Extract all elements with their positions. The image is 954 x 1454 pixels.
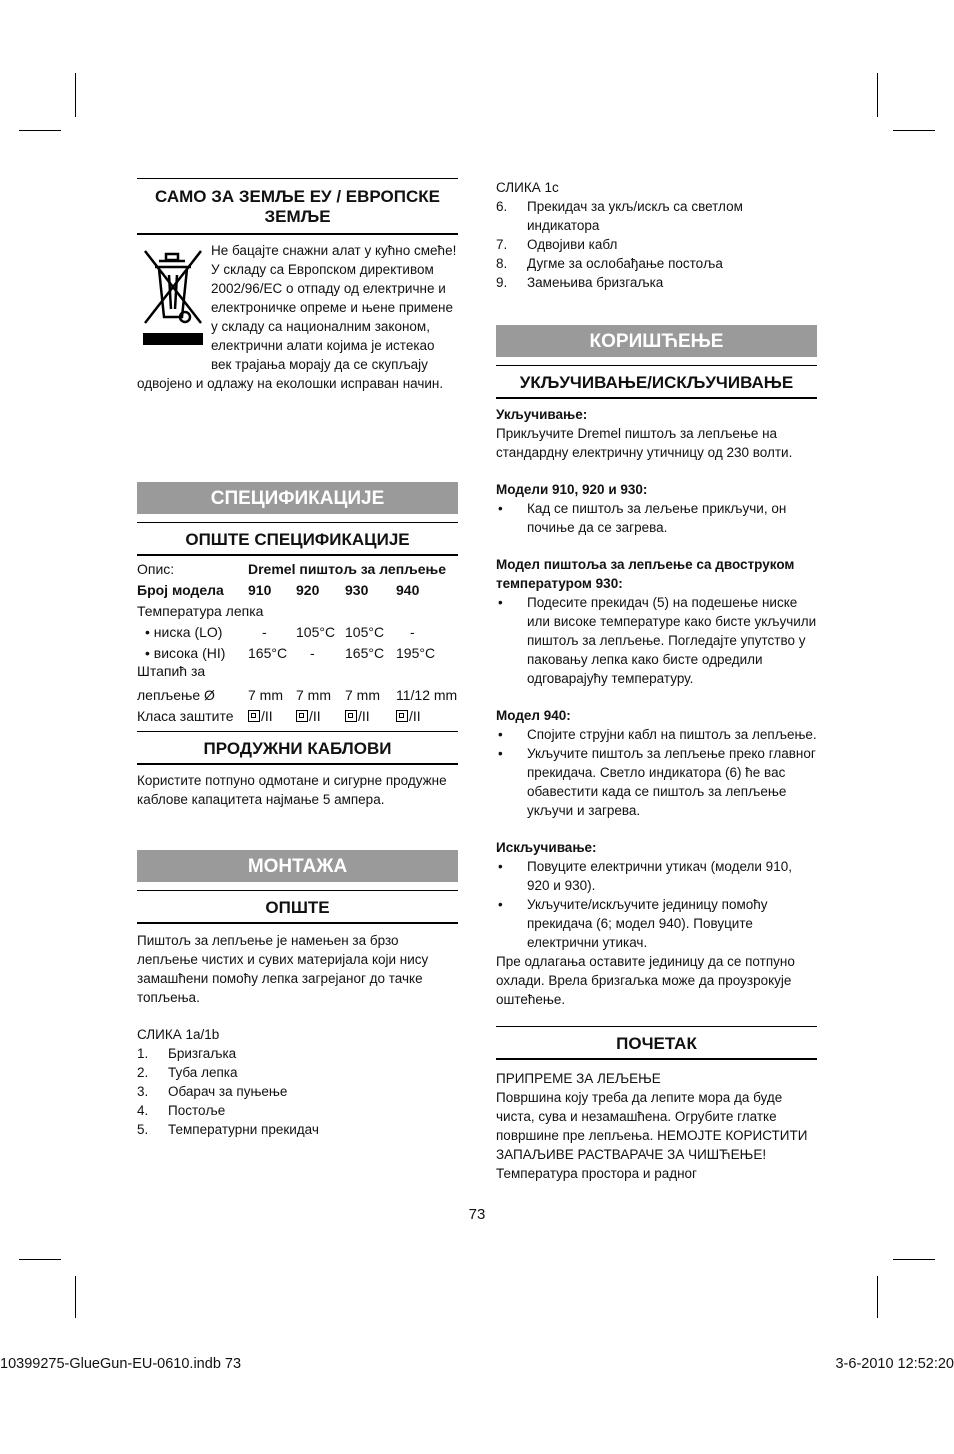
eu-disposal-text-tail: одвојено и одлажу на еколошки исправан начин. (137, 376, 444, 391)
high-940: 195°C (396, 645, 436, 661)
footer-file: 10399275-GlueGun-EU-0610.indb 73 (0, 1356, 242, 1372)
list-item: 3. Обарач за пуњење (137, 1084, 288, 1099)
eu-section-title: САМО ЗА ЗЕМЉЕ ЕУ / ЕВРОПСКЕ ЗЕМЉЕ (155, 187, 440, 226)
switch-off-text: Пре одлагања оставите јединицу да се потпуно охлади. Врела бризгаљка може да проузрокује оштећење. (496, 954, 795, 1007)
stick-label-1: Штапић за (137, 663, 206, 679)
specifications-banner: СПЕЦИФИКАЦИЈЕ (137, 482, 458, 514)
crop-mark (893, 130, 935, 131)
footer-date: 3-6-2010 12:52:20 (835, 1356, 954, 1372)
class-910: /II (248, 706, 296, 727)
switch-on-label: Укључивање: (496, 407, 588, 422)
model-940-label: Модел 940: (496, 708, 571, 723)
right-column (496, 178, 817, 1183)
list-item: 9. Замењива бризгаљка (496, 275, 664, 290)
crop-mark (877, 1276, 878, 1318)
high-910: 165°C (248, 645, 288, 661)
specs-table (137, 556, 458, 727)
model-940-list (496, 725, 817, 820)
list-item: • Укључите пиштољ за лепљење преко главног прекидача. Светло индикатора (6) ће вас обавестити када се пиштољ за лепљење укључи и загрева. (496, 744, 817, 820)
stick-920: 7 mm (296, 687, 331, 703)
models-910-930-list (496, 499, 817, 537)
list-item: 2. Туба лепка (137, 1065, 238, 1080)
usage-banner: КОРИШЋЕЊЕ (496, 325, 817, 357)
low-940: - (410, 624, 415, 640)
stick-930: 7 mm (345, 687, 380, 703)
list-item: 8. Дугме за ослобађање постоља (496, 256, 723, 271)
class-940: /II (396, 706, 458, 727)
prep-label: ПРИПРЕМЕ ЗА ЛЕЉЕЊЕ (496, 1071, 661, 1086)
dual-temp-list (496, 593, 817, 688)
crop-mark (75, 73, 76, 117)
model-910: 910 (248, 582, 272, 598)
low-920: 105°C (296, 624, 336, 640)
models-910-930-label: Модели 910, 920 и 930: (496, 482, 648, 497)
double-insulation-icon (296, 710, 308, 722)
class-930: /II (345, 706, 396, 727)
left-column (137, 178, 458, 1139)
list-item: 4. Постоље (137, 1103, 226, 1118)
double-insulation-icon (396, 710, 408, 722)
figure-1ab-list (137, 1044, 458, 1139)
list-item: 7. Одвојиви кабл (496, 237, 618, 252)
model-920: 920 (296, 582, 320, 598)
page-number: 73 (468, 1206, 486, 1223)
list-item: 6. Прекидач за укљ/искљ са светлом индикатора (496, 199, 743, 233)
figure-1ab-label: СЛИКА 1a/1b (137, 1027, 220, 1042)
eu-disposal-text: Не бацајте снажни алат у кућно смеће! У складу са Европском директивом 2002/96/ЕС о отпаду од електричне и електроничке опреме и њене примене у складу са националним законом, електрични алати којима је истекао век трајања морају да се скупљају (211, 243, 457, 372)
list-item: • Повуците електрични утикач (модели 910, 920 и 930). (496, 857, 817, 895)
weee-bin-icon (139, 243, 207, 347)
extension-cables-text: Користите потпуно одмотане и сигурне продужне каблове капацитета најмање 5 ампера. (137, 773, 447, 807)
list-item: 5. Температурни прекидач (137, 1122, 319, 1137)
crop-mark (19, 1259, 61, 1260)
list-item: • Спојите струјни кабл на пиштољ за лепљење. (496, 725, 817, 744)
assembly-banner: МОНТАЖА (137, 850, 458, 882)
crop-mark (75, 1276, 76, 1318)
high-label: • висока (HI) (145, 645, 226, 661)
high-920: - (310, 645, 315, 661)
class-label: Класа заштите (137, 708, 234, 724)
crop-mark (19, 130, 61, 131)
switch-off-list (496, 857, 817, 952)
list-item: • Подесите прекидач (5) на подешење ниске или високе температуре како бисте укључили пиштољ за лепљење. Погледајте упутство у паковању лепка како бисте одредили одговарајућу температуру. (496, 593, 817, 688)
switch-on-text: Прикључите Dremel пиштољ за лепљење на стандардну електричну утичницу од 230 волти. (496, 426, 793, 460)
temp-label: Температура лепка (137, 603, 264, 619)
stick-label-2: лепљење Ø (137, 687, 215, 703)
dual-temp-label: Модел пиштоља за лепљење са двоструком температуром 930: (496, 557, 795, 591)
eu-disposal-block (137, 241, 458, 437)
model-label: Број модела (137, 582, 224, 598)
on-off-title: УКЉУЧИВАЊЕ/ИСКЉУЧИВАЊЕ (519, 373, 794, 392)
low-930: 105°C (345, 624, 385, 640)
stick-910: 7 mm (248, 687, 283, 703)
double-insulation-icon (345, 710, 357, 722)
desc-value: Dremel пиштољ за лепљење (248, 561, 446, 577)
high-930: 165°C (345, 645, 385, 661)
model-930: 930 (345, 582, 369, 598)
double-insulation-icon (248, 710, 260, 722)
figure-1c-list (496, 197, 817, 292)
prep-text: Површина коју треба да лепите мора да буде чиста, сува и незамашћена. Огрубите глатке површине пре лепљења. НЕМОЈТЕ КОРИСТИТИ ЗАПАЉИВЕ РАСТВАРАЧЕ ЗА ЧИШЋЕЊЕ!Температура простора и радног (496, 1090, 808, 1181)
extension-cables-title: ПРОДУЖНИ КАБЛОВИ (203, 739, 392, 758)
model-940: 940 (396, 582, 420, 598)
list-item: • Укључите/искључите јединицу помоћу прекидача (6; модел 940). Повуците електрични утикач. (496, 895, 817, 952)
general-text: Пиштољ за лепљење је намењен за брзо лепљење чистих и сувих материјала који нису замашћени помоћу лепка загрејаног до тачке топљења. (137, 933, 429, 1005)
list-item: 1. Бризгаљка (137, 1046, 237, 1061)
low-label: • ниска (LO) (145, 624, 223, 640)
list-item: • Кад се пиштољ за лељење прикључи, он почиње да се загрева. (496, 499, 817, 537)
desc-label: Опис: (137, 561, 175, 577)
low-910: - (262, 624, 267, 640)
class-920: /II (296, 706, 345, 727)
general-specs-title: ОПШТЕ СПЕЦИФИКАЦИЈЕ (185, 530, 410, 549)
figure-1c-label: СЛИКА 1c (496, 180, 559, 195)
stick-940: 11/12 mm (396, 687, 458, 703)
start-title: ПОЧЕТАК (616, 1034, 697, 1053)
switch-off-label: Искључивање: (496, 840, 597, 855)
general-title: ОПШТЕ (265, 898, 330, 917)
crop-mark (893, 1259, 935, 1260)
crop-mark (877, 73, 878, 117)
